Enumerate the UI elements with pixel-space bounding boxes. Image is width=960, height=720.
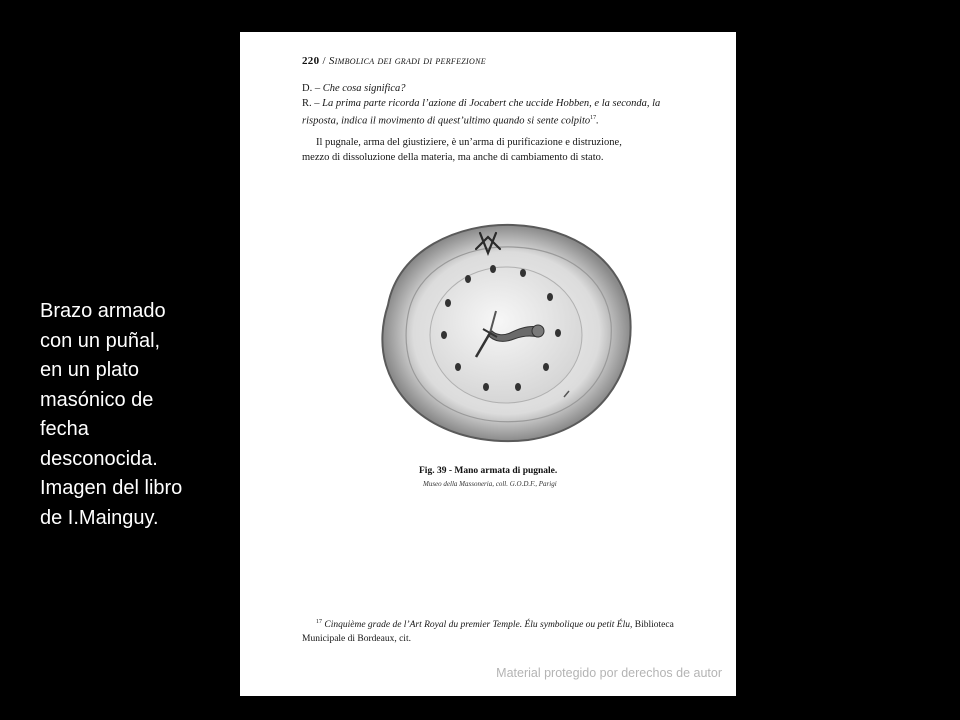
dialog-answer-line-2 xyxy=(302,111,702,129)
book-page-scan xyxy=(240,32,736,696)
caption-line: de I.Mainguy. xyxy=(40,506,159,529)
caption-line: en un plato xyxy=(40,359,139,381)
running-title: Simbolica dei gradi di perfezione xyxy=(328,55,486,67)
caption-line: fecha xyxy=(40,418,89,440)
footnote-rest: , Biblioteca xyxy=(630,620,674,631)
r-text-2: risposta, indica il movimento di quest’ultimo quando si sente colpito xyxy=(302,115,591,127)
d-label: D. – xyxy=(302,83,321,94)
paragraph-line-2: mezzo di dissoluzione della materia, ma anche di cambiamento di stato. xyxy=(302,152,604,163)
dialog-answer-line-1 xyxy=(302,96,702,111)
body-paragraph xyxy=(302,135,702,165)
r-label: R. – xyxy=(302,98,320,109)
header-separator: / xyxy=(319,55,329,67)
caption-line: masónico de xyxy=(40,388,154,411)
caption-line: desconocida. xyxy=(40,447,158,470)
footnote-line-2: Municipale di Bordeaux, cit. xyxy=(302,634,411,645)
footnote-marker: 17 xyxy=(316,619,322,625)
r-text-1: La prima parte ricorda l’azione di Jocabert che uccide Hobben, e la seconda, la xyxy=(322,98,661,109)
page-number: 220 xyxy=(302,55,320,67)
caption-line: Imagen del libro xyxy=(40,477,183,499)
caption-line: con un puñal, xyxy=(40,329,161,352)
copyright-watermark: Material protegido por derechos de autor xyxy=(496,666,722,680)
footnote-italic: Cinquième grade de l’Art Royal du premier Temple. Élu symbolique ou petit Élu xyxy=(324,620,630,631)
d-text: Che cosa significa? xyxy=(322,83,406,94)
dialog-block xyxy=(302,81,702,129)
dialog-question xyxy=(302,81,702,96)
paragraph-line-1: Il pugnale, arma del giustiziere, è un’arma di purificazione e distruzione, xyxy=(316,137,622,148)
footnote xyxy=(302,615,712,646)
page-header xyxy=(302,55,486,67)
figure-caption-credit: Museo della Massoneria, coll. G.O.D.F., Parigi xyxy=(423,480,557,488)
footnote-ref: 17 xyxy=(590,115,597,121)
masonic-plate-image xyxy=(368,215,640,451)
figure-caption-title: Fig. 39 - Mano armata di pugnale. xyxy=(419,466,558,476)
caption-line: Brazo armado xyxy=(40,300,166,322)
r-end: . xyxy=(596,115,599,127)
footnote-line-1 xyxy=(302,615,712,632)
slide-caption xyxy=(40,297,230,533)
